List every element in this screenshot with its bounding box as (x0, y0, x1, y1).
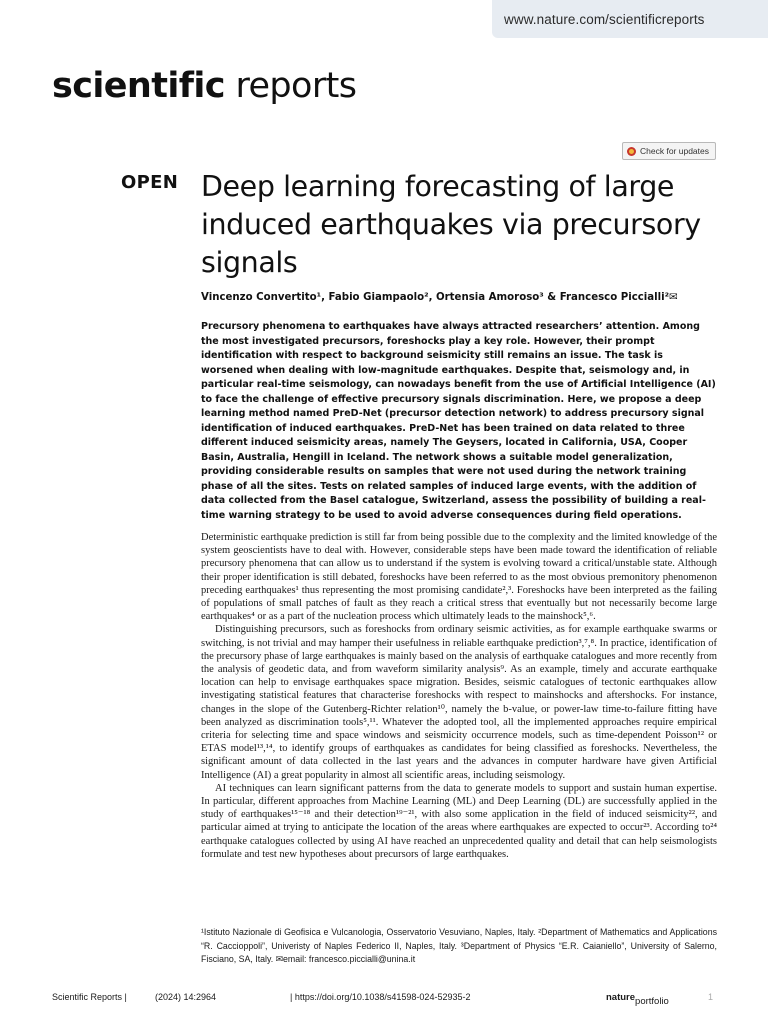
body-paragraph: AI techniques can learn significant patterns from the data to generate models to support and sustain human expertise. In particular, different approaches from Machine Learning (ML) and Deep Learning (DL) are successfully applied in the study of earthquakes¹⁵⁻¹⁸ and their detection¹⁹⁻²¹, with also some application in the field of induced seismicity²², and particular aimed at trying to anticipate the location of the areas where earthquakes are expected to occur²³. According to²⁴ earthquake catalogues collected by using AI have reached an unprecedented quality and detail that can help seismologists formulate and test new hypotheses about precursors of large earthquakes. (201, 782, 717, 860)
url-banner (492, 0, 768, 38)
footer-doi[interactable]: | https://doi.org/10.1038/s41598-024-52935-2 (290, 992, 471, 1002)
footer-volume: (2024) 14:2964 (155, 992, 217, 1002)
footer-journal: Scientific Reports | (52, 992, 127, 1002)
body-paragraph: Distinguishing precursors, such as foreshocks from ordinary seismic activities, as for example earthquake swarms or switching, is not trivial and may hamper their usefulness in reliable earthquake prediction³,⁷,⁸. In practice, identification of the precursory phase of large earthquakes is mainly based on the analysis of earthquake catalogues and more recently from the analysis of geodetic data, and from waveform similarity analysis⁹. As an example, timely and accurate earthquake location can help to envisage earthquakes space migration. Besides, seismic catalogues of tectonic earthquakes allow investigating statistical features that characterise foreshocks with respect to mainshocks and aftershocks. For instance, changes in the slope of the Gutenberg-Richter relation¹⁰, namely the b-value, or power-law time-to-failure fitting have been analyzed as discrimination tools⁵,¹¹. Whatever the adopted tool, all the implemented approaches require empirical criteria for selecting time and space windows and seismicity occurrence models, such as time-dependent Poisson¹² or ETAS model¹³,¹⁴, to identify groups of earthquakes as candidates for being classified as foreshocks. Nevertheless, the significant amount of data collected in the last years and the advances in computer hardware have given Artificial Intelligence (AI) a great popularity in almost all scientific areas, including seismology. (201, 624, 717, 781)
publisher-logo (606, 992, 669, 1007)
journal-logo-bold: scientific (52, 66, 225, 106)
open-access-label: OPEN (121, 172, 179, 193)
article-body (201, 531, 717, 861)
affiliations: ¹Istituto Nazionale di Geofisica e Vulcanologia, Osservatorio Vesuviano, Naples, Italy. ²Department of Mathematics and Applications “R. Caccioppoli”, Univeristy of Naples Federico II, Naples, Italy. ³Department of Physics “E.R. Caianiello”, University of Salerno, Fisciano, SA, Italy. ✉email: francesco.piccialli@unina.it (201, 927, 717, 964)
article-title: Deep learning forecasting of large induced earthquakes via precursory signals (201, 170, 701, 279)
check-for-updates-button[interactable] (622, 142, 716, 160)
crossmark-icon (627, 147, 636, 156)
journal-logo-thin: reports (235, 66, 357, 106)
abstract: Precursory phenomena to earthquakes have always attracted researchers’ attention. Among the most investigated precursors, foreshocks play a key role. However, their prompt identification with respect to background seismicity still remains an issue. The task is worsened when dealing with low-magnitude earthquakes. Despite that, seismology and, in particular real-time seismology, can nowadays benefit from the use of Artificial Intelligence (AI) to face the challenge of effective precursory signals discrimination. Here, we propose a deep learning method named PreD-Net (precursor detection network) to address precursory signal identification of induced earthquakes. PreD-Net has been trained on data related to three different induced seismicity areas, namely The Geysers, located in California, USA, Cooper Basin, Australia, Hengill in Iceland. The network shows a suitable model generalization, providing considerable results on samples that were not used during the network training phase of all the sites. Tests on related samples of induced large events, with the addition of data collected from the Basel catalogue, Switzerland, assess the possibility of building a real-time warning strategy to be used to avoid adverse consequences during field operations. (201, 321, 716, 521)
publisher-logo-thin: portfolio (635, 996, 669, 1007)
author-list: Vincenzo Convertito¹, Fabio Giampaolo², Ortensia Amoroso³ & Francesco Piccialli²✉ (201, 292, 678, 303)
page-number: 1 (708, 992, 714, 1002)
journal-logo (52, 66, 356, 106)
check-for-updates-label: Check for updates (640, 146, 709, 156)
body-paragraph: Deterministic earthquake prediction is still far from being possible due to the complexity and the limited knowledge of the system geoscientists have to deal with. However, considerable steps have been made toward the identification of reliable precursory phenomena that can allow us to understand if the system is evolving toward a critical/unstable state. Although their proper identification is still debated, foreshocks have been referred to as the most obvious premonitory phenomenon preceding earthquakes¹ thus representing the most promising candidate²,³. Foreshocks have been interpreted as the failing of populations of small patches of fault as they reach a critical stress that eventually but not necessarily become large earthquakes⁴ or as a part of the nucleation process which ultimately leads to the mainshock⁵,⁶. (201, 532, 717, 623)
journal-url[interactable]: www.nature.com/scientificreports (504, 12, 705, 27)
page-footer (52, 988, 716, 1008)
publisher-logo-bold: nature (606, 992, 636, 1003)
